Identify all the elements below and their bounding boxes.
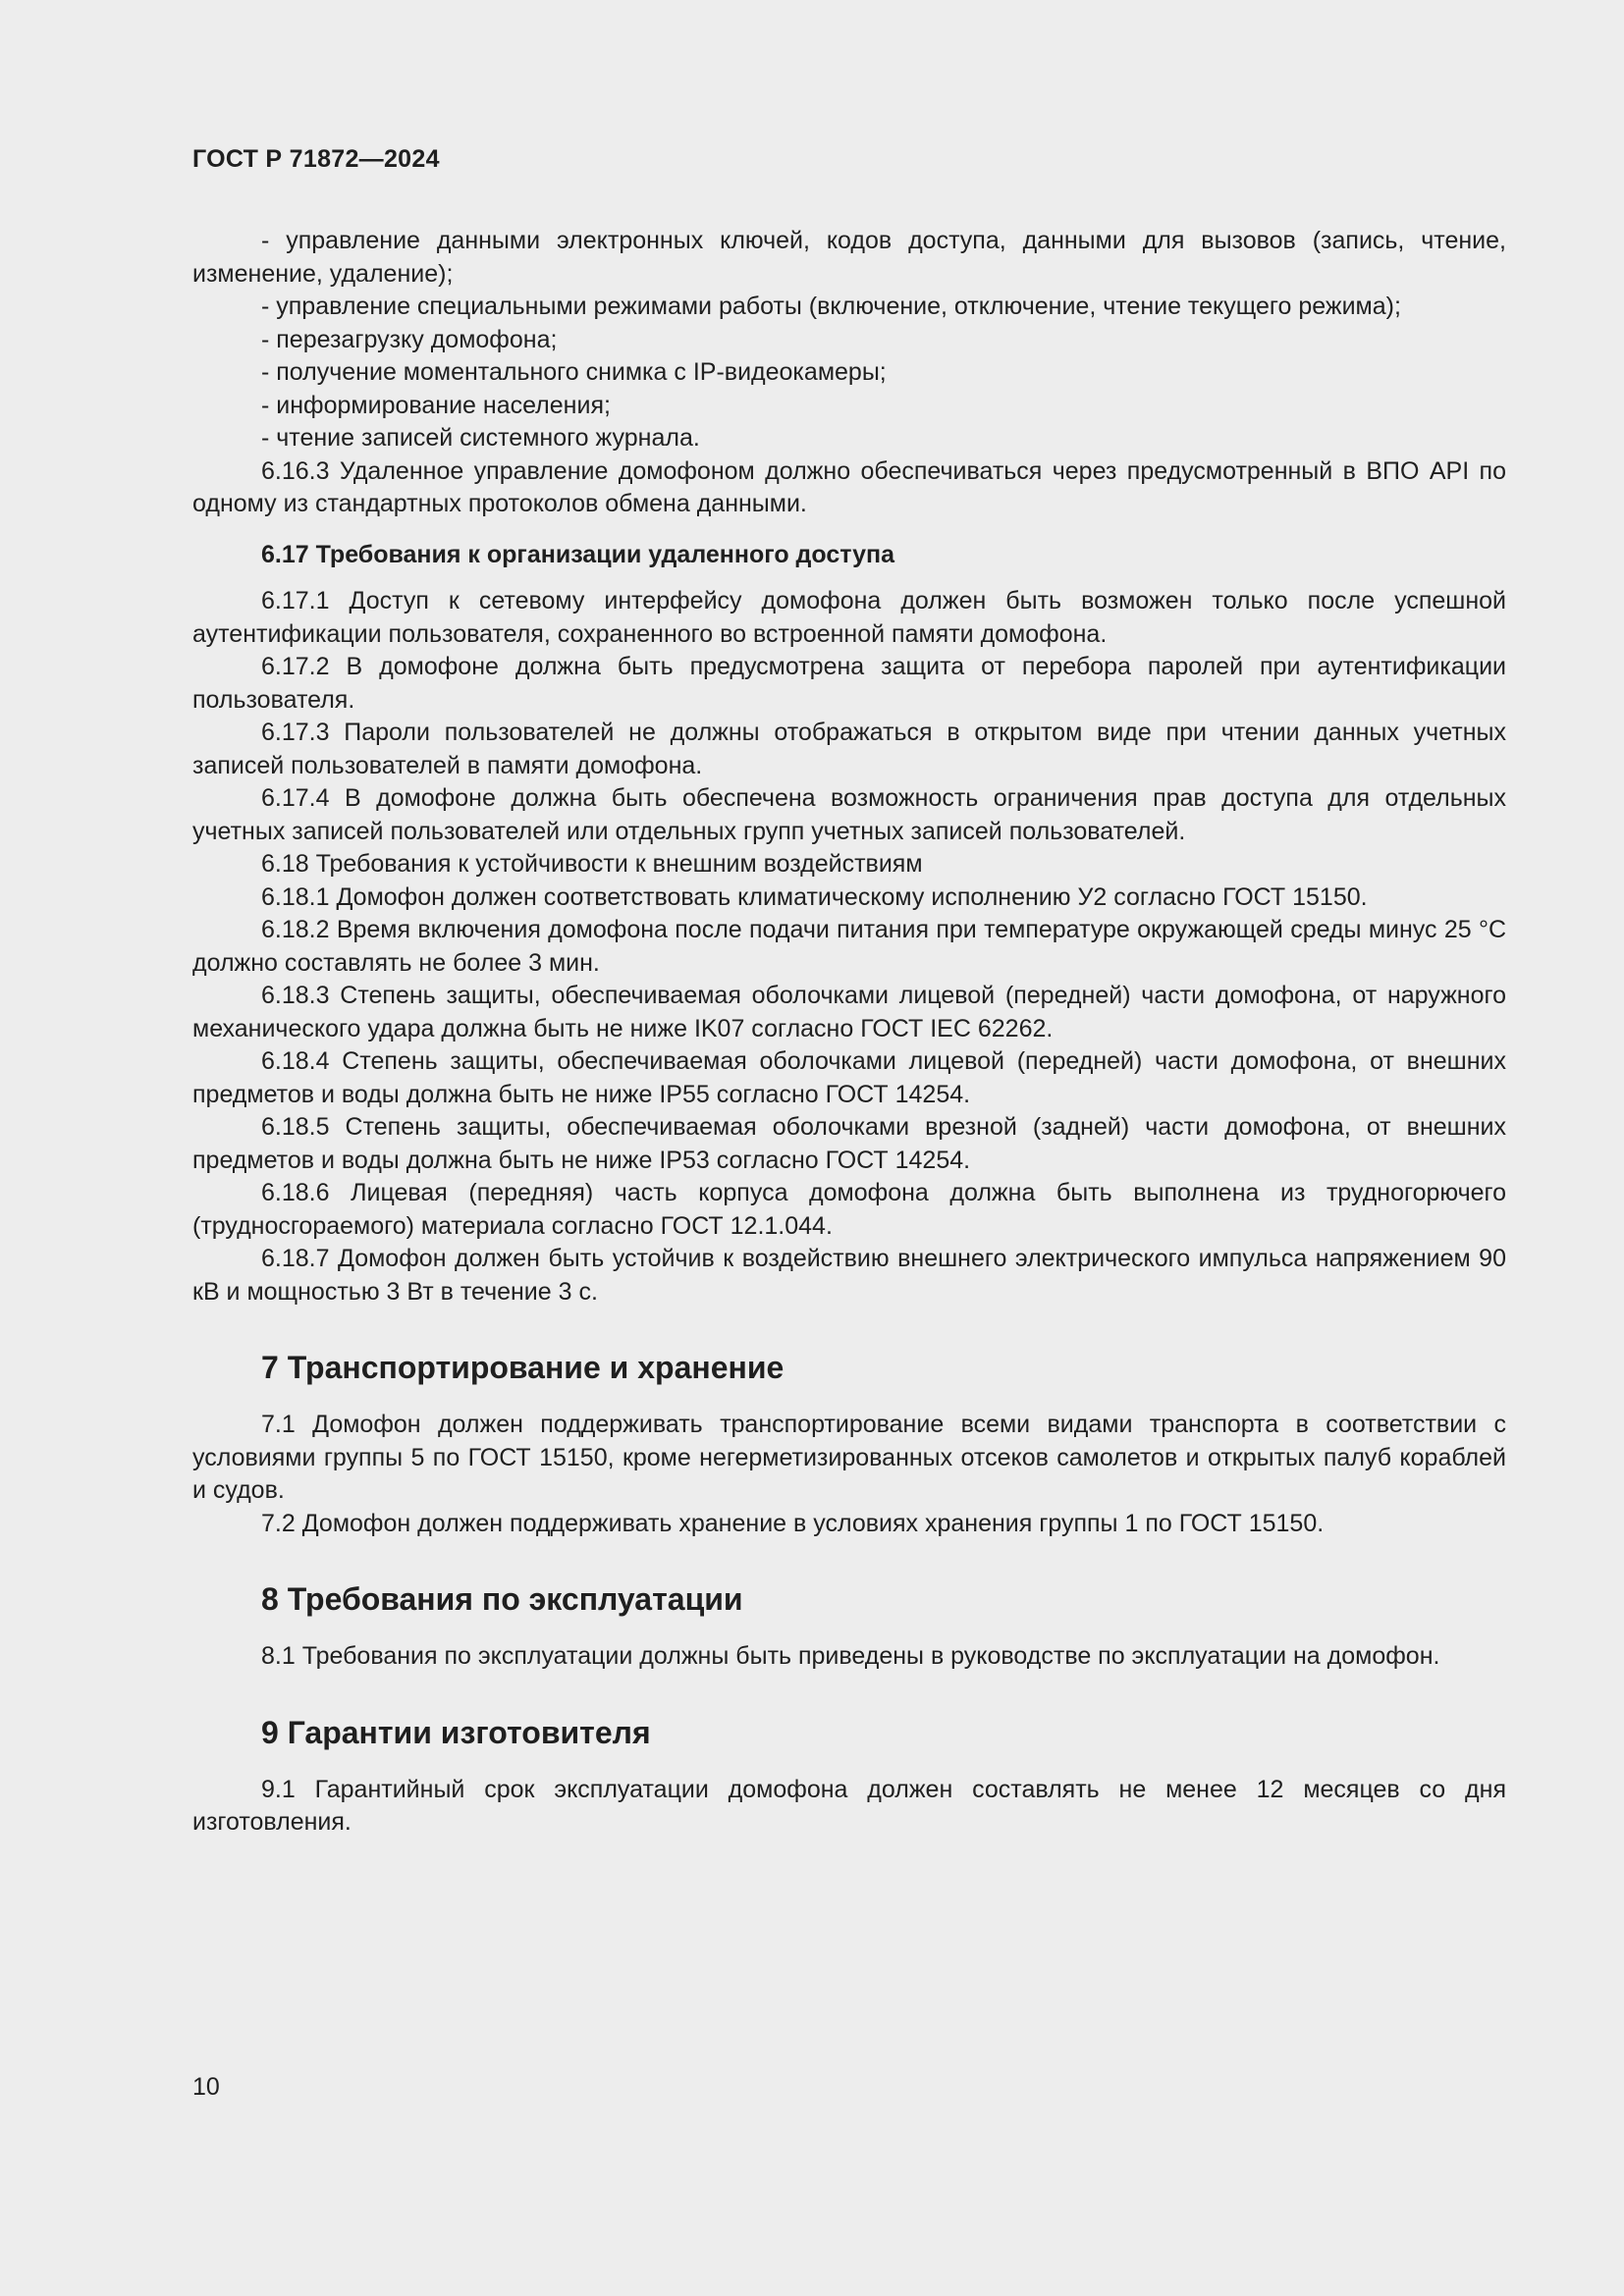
paragraph-6-18: 6.18 Требования к устойчивости к внешним воздействиям <box>261 850 923 878</box>
section-heading-9: 9 Гарантии изготовителя <box>261 1714 651 1750</box>
page-number: 10 <box>192 2073 220 2101</box>
list-item: - перезагрузку домофона; <box>261 325 558 353</box>
document-body <box>192 225 1506 1840</box>
list-item: - получение моментального снимка с IP-видеокамеры; <box>261 358 887 386</box>
paragraph-6-18-7: 6.18.7 Домофон должен быть устойчив к воздействию внешнего электрического импульса напряжением 90 кВ и мощностью 3 Вт в течение 3 с. <box>192 1245 1506 1306</box>
paragraph-6-18-2: 6.18.2 Время включения домофона после подачи питания при температуре окружающей среды минус 25 °С должно составлять не более 3 мин. <box>192 916 1506 977</box>
paragraph-6-17-2: 6.17.2 В домофоне должна быть предусмотрена защита от перебора паролей при аутентификации пользователя. <box>192 653 1506 714</box>
paragraph-6-16-3: 6.16.3 Удаленное управление домофоном должно обеспечиваться через предусмотренный в ВПО API по одному из стандартных протоколов обмена данными. <box>192 456 1506 517</box>
list-item: - информирование населения; <box>261 391 611 419</box>
paragraph-9-1: 9.1 Гарантийный срок эксплуатации домофона должен составлять не менее 12 месяцев со дня изготовления. <box>192 1775 1506 1836</box>
paragraph-6-18-3: 6.18.3 Степень защиты, обеспечиваемая оболочками лицевой (передней) части домофона, от наружного механического удара должна быть не ниже IK07 согласно ГОСТ IEC 62262. <box>192 982 1506 1042</box>
paragraph-6-18-4: 6.18.4 Степень защиты, обеспечиваемая оболочками лицевой (передней) части домофона, от внешних предметов и воды должна быть не ниже IP55 согласно ГОСТ 14254. <box>192 1047 1506 1108</box>
paragraph-6-18-6: 6.18.6 Лицевая (передняя) часть корпуса домофона должна быть выполнена из трудногорючего (трудносгораемого) материала согласно ГОСТ 12.1.044. <box>192 1179 1506 1240</box>
paragraph-7-1: 7.1 Домофон должен поддерживать транспортирование всеми видами транспорта в соответствии с условиями группы 5 по ГОСТ 15150, кроме негерметизированных отсеков самолетов и открытых палуб кораблей и судов. <box>192 1411 1506 1504</box>
list-item: - управление данными электронных ключей, кодов доступа, данными для вызовов (запись, чтение, изменение, удаление); <box>192 227 1506 288</box>
paragraph-6-18-1: 6.18.1 Домофон должен соответствовать климатическому исполнению У2 согласно ГОСТ 15150. <box>261 882 1368 911</box>
paragraph-7-2: 7.2 Домофон должен поддерживать хранение в условиях хранения группы 1 по ГОСТ 15150. <box>261 1509 1325 1537</box>
list-item: - чтение записей системного журнала. <box>261 424 700 452</box>
paragraph-6-18-5: 6.18.5 Степень защиты, обеспечиваемая оболочками врезной (задней) части домофона, от внешних предметов и воды должна быть не ниже IP53 согласно ГОСТ 14254. <box>192 1113 1506 1174</box>
paragraph-6-17-1: 6.17.1 Доступ к сетевому интерфейсу домофона должен быть возможен только после успешной аутентификации пользователя, сохраненного во встроенной памяти домофона. <box>192 587 1506 648</box>
document-header: ГОСТ Р 71872—2024 <box>192 145 440 173</box>
paragraph-6-17-3: 6.17.3 Пароли пользователей не должны отображаться в открытом виде при чтении данных учетных записей пользователей в памяти домофона. <box>192 719 1506 779</box>
list-item: - управление специальными режимами работы (включение, отключение, чтение текущего режима); <box>261 293 1401 320</box>
section-heading-7: 7 Транспортирование и хранение <box>261 1350 785 1385</box>
subsection-heading-6-17: 6.17 Требования к организации удаленного доступа <box>261 540 895 568</box>
section-heading-8: 8 Требования по эксплуатации <box>261 1581 743 1617</box>
paragraph-6-17-4: 6.17.4 В домофоне должна быть обеспечена возможность ограничения прав доступа для отдельных учетных записей пользователей или отдельных групп учетных записей пользователей. <box>192 784 1506 845</box>
paragraph-8-1: 8.1 Требования по эксплуатации должны быть приведены в руководстве по эксплуатации на домофон. <box>261 1642 1440 1670</box>
